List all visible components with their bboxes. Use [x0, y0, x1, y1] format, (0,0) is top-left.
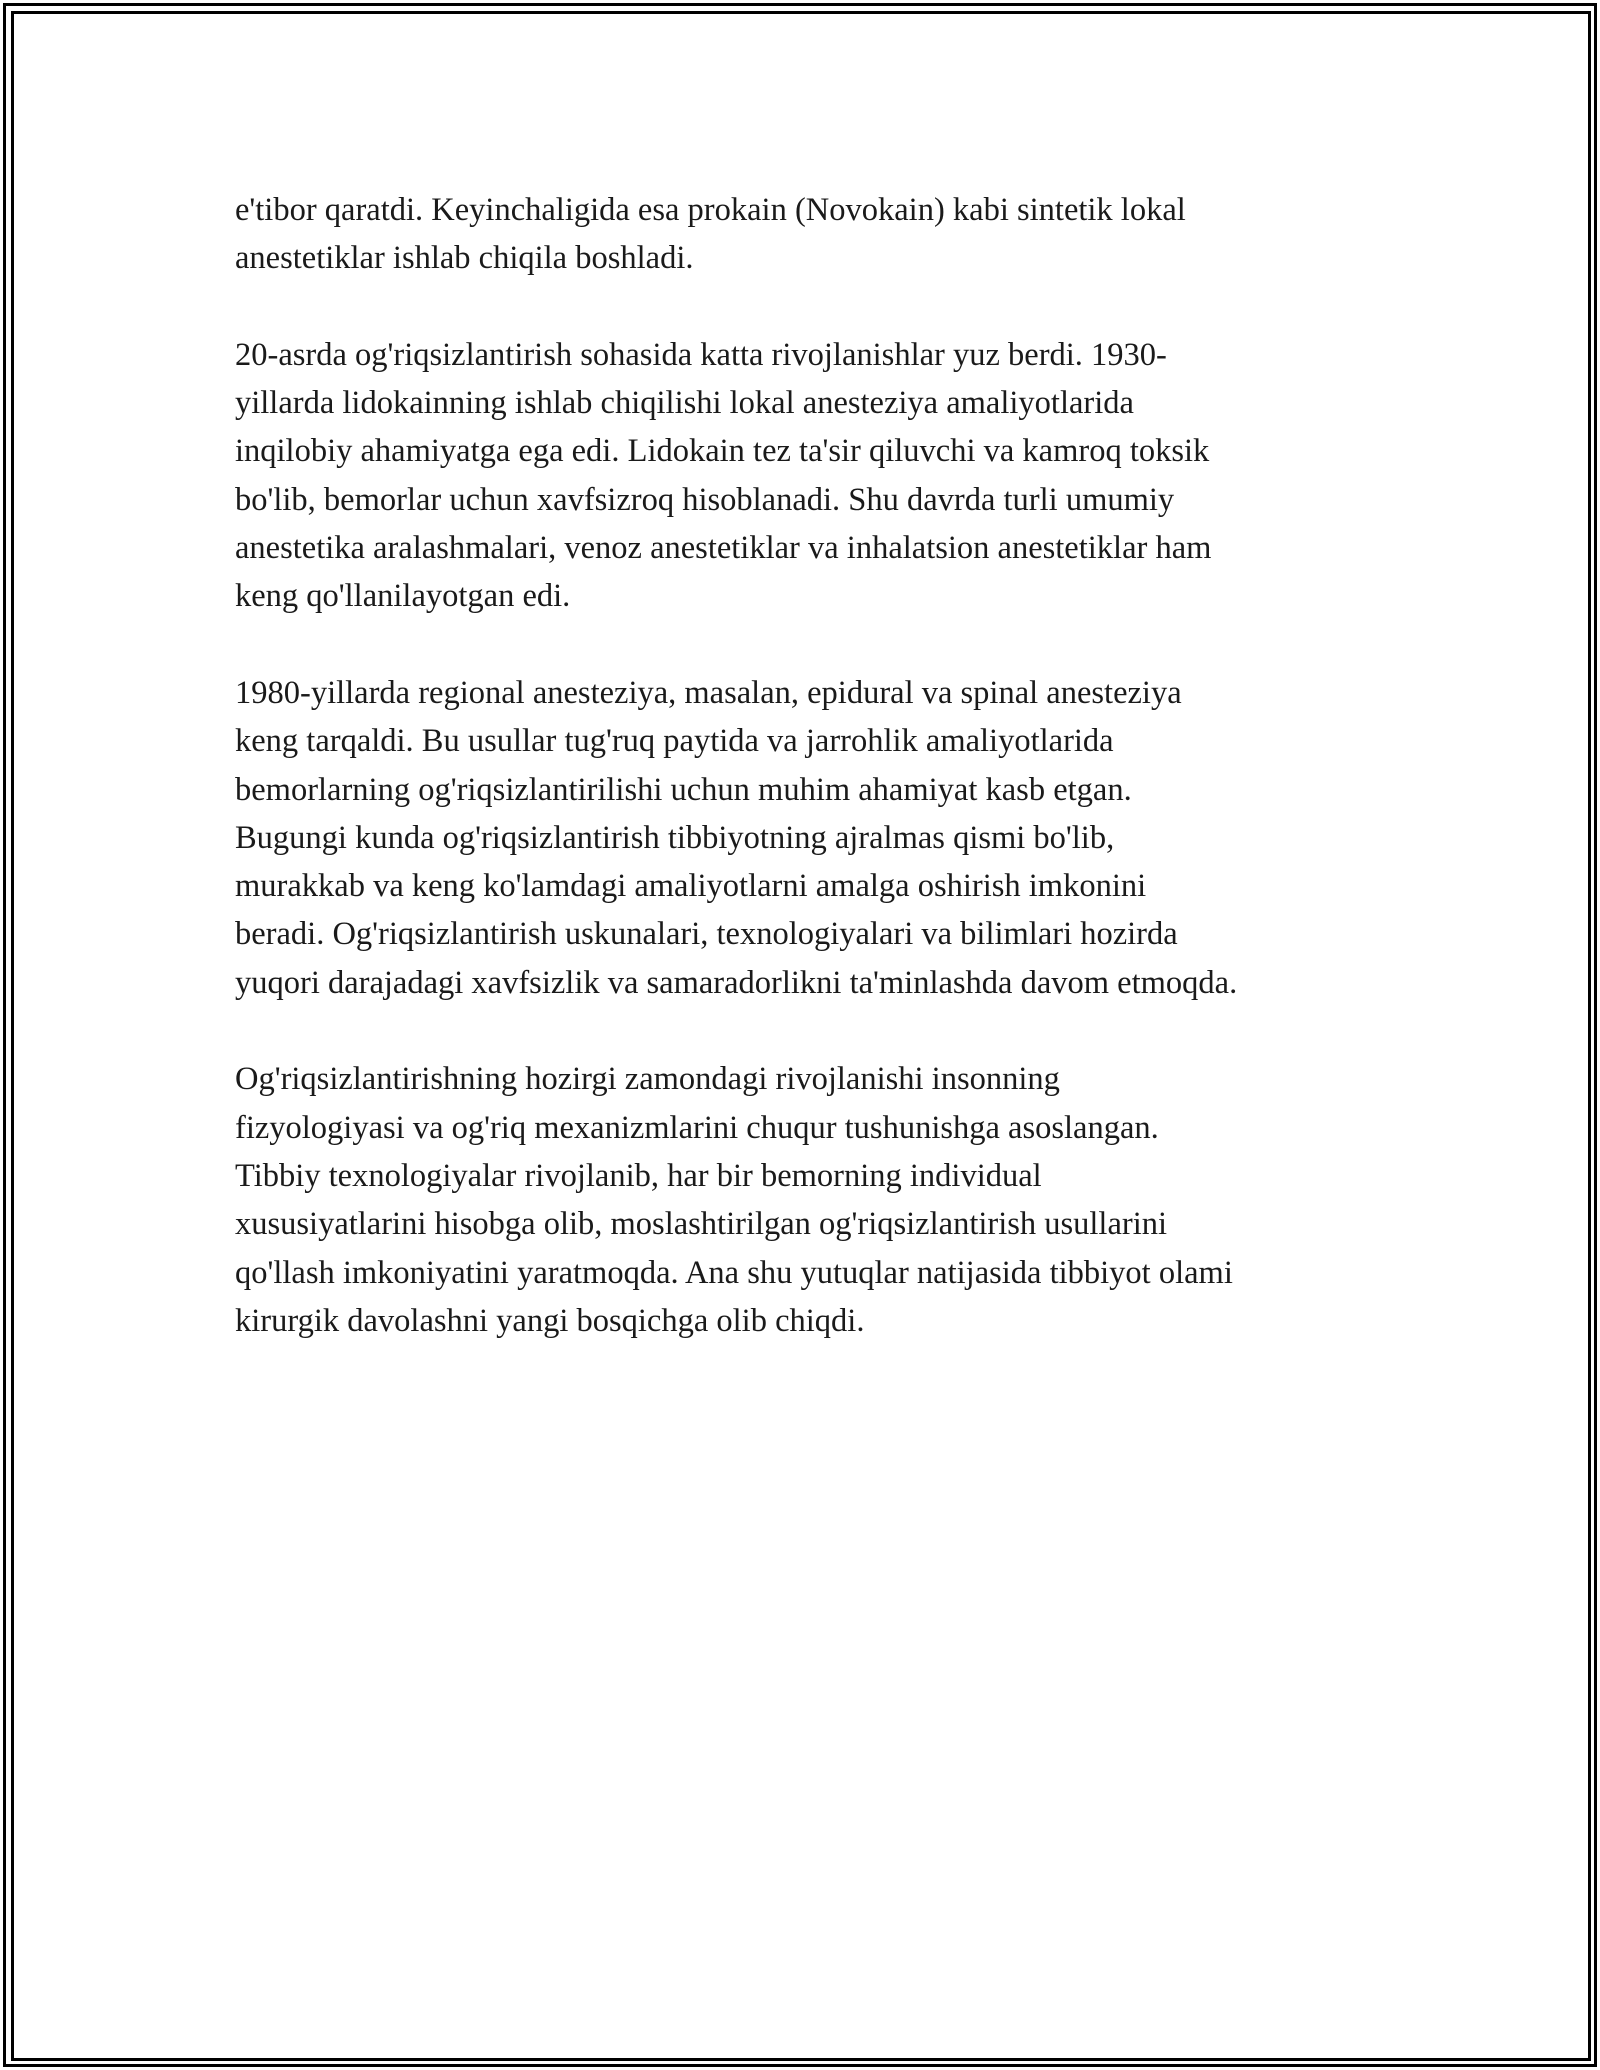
- text-line: 20-asrda og'riqsizlantirish sohasida katta rivojlanishlar yuz berdi. 1930-: [235, 336, 1167, 373]
- text-line: xususiyatlarini hisobga olib, moslashtirilgan og'riqsizlantirish usullarini: [235, 1206, 1168, 1243]
- text-line: 1980-yillarda regional anesteziya, masalan, epidural va spinal anesteziya: [235, 674, 1182, 711]
- text-line: bo'lib, bemorlar uchun xavfsizroq hisoblanadi. Shu davrda turli umumiy: [235, 481, 1175, 518]
- document-body: [235, 186, 1370, 1393]
- text-line: murakkab va keng ko'lamdagi amaliyotlarni amalga oshirish imkonini: [235, 868, 1147, 905]
- text-line: kirurgik davolashni yangi bosqichga olib chiqdi.: [235, 1302, 865, 1339]
- paragraph-2: [235, 331, 1370, 621]
- text-line: anestetiklar ishlab chiqila boshladi.: [235, 240, 694, 277]
- paragraph-1: [235, 186, 1370, 283]
- text-line: keng qo'llanilayotgan edi.: [235, 578, 571, 615]
- text-line: inqilobiy ahamiyatga ega edi. Lidokain tez ta'sir qiluvchi va kamroq toksik: [235, 433, 1210, 470]
- text-line: Bugungi kunda og'riqsizlantirish tibbiyotning ajralmas qismi bo'lib,: [235, 819, 1115, 856]
- paragraph-4: [235, 1055, 1370, 1345]
- text-line: bemorlarning og'riqsizlantirilishi uchun muhim ahamiyat kasb etgan.: [235, 771, 1132, 808]
- text-line: e'tibor qaratdi. Keyinchaligida esa prokain (Novokain) kabi sintetik lokal: [235, 192, 1186, 228]
- text-line: Og'riqsizlantirishning hozirgi zamondagi rivojlanishi insonning: [235, 1061, 1060, 1098]
- text-line: qo'llash imkoniyatini yaratmoqda. Ana shu yutuqlar natijasida tibbiyot olami: [235, 1254, 1233, 1291]
- text-line: keng tarqaldi. Bu usullar tug'ruq paytida va jarrohlik amaliyotlarida: [235, 723, 1114, 760]
- text-line: anestetika aralashmalari, venoz anestetiklar va inhalatsion anestetiklar ham: [235, 530, 1212, 567]
- text-line: fizyologiyasi va og'riq mexanizmlarini chuqur tushunishga asoslangan.: [235, 1109, 1159, 1146]
- text-line: Tibbiy texnologiyalar rivojlanib, har bir bemorning individual: [235, 1157, 1042, 1194]
- text-line: yillarda lidokainning ishlab chiqilishi lokal anesteziya amaliyotlarida: [235, 385, 1134, 422]
- text-line: beradi. Og'riqsizlantirish uskunalari, texnologiyalari va bilimlari hozirda: [235, 916, 1178, 953]
- paragraph-3: [235, 669, 1370, 1007]
- text-line: yuqori darajadagi xavfsizlik va samaradorlikni ta'minlashda davom etmoqda.: [235, 964, 1238, 1001]
